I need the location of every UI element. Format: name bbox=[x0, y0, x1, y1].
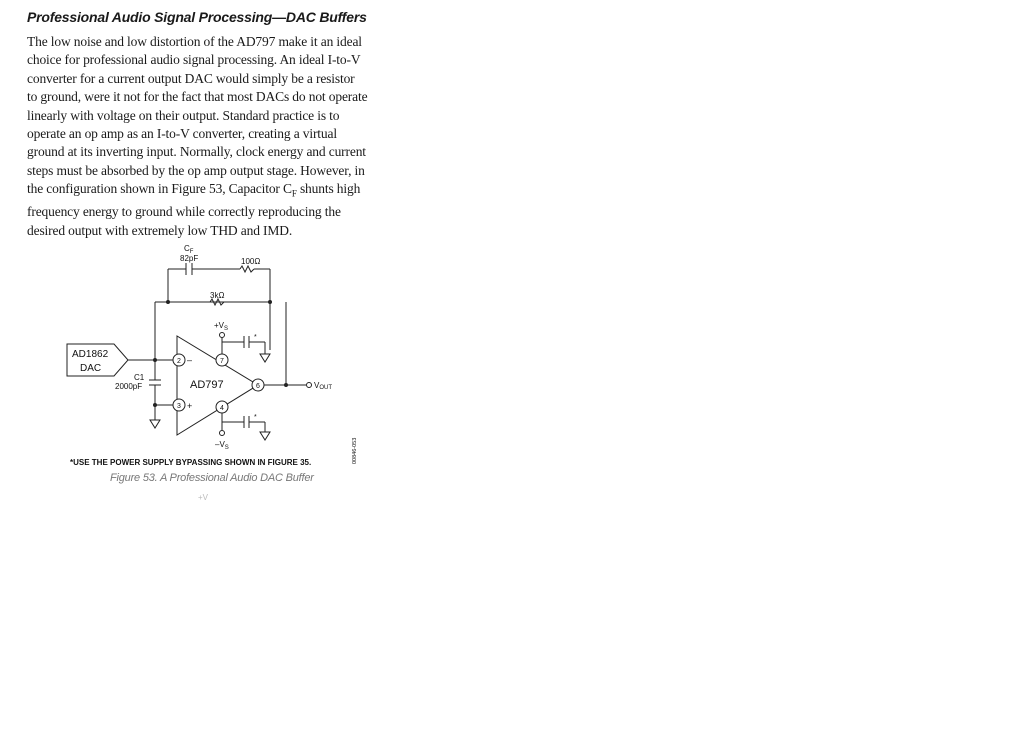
inverting-sign: – bbox=[187, 355, 193, 365]
pin-4: 4 bbox=[220, 405, 224, 412]
subscript-f: F bbox=[291, 188, 297, 199]
figure-footnote: *USE THE POWER SUPPLY BYPASSING SHOWN IN FIGURE 35. bbox=[70, 458, 312, 467]
pin-3: 3 bbox=[177, 403, 181, 410]
paragraph-line-with-subscript bbox=[27, 180, 407, 203]
r2-value: 3kΩ bbox=[210, 291, 225, 300]
paragraph-line: ground at its inverting input. Normally, clock energy and current bbox=[27, 144, 366, 160]
cf-value: 82pF bbox=[180, 254, 199, 263]
paragraph-line-start: the configuration shown in Figure 53, Capacitor C bbox=[27, 181, 292, 197]
paragraph-line: desired output with extremely low THD and IMD. bbox=[27, 222, 293, 238]
paragraph-line: choice for professional audio signal processing. An ideal I-to-V bbox=[27, 52, 361, 68]
dac-label-type: DAC bbox=[80, 363, 102, 374]
figure-caption: Figure 53. A Professional Audio DAC Buffer bbox=[110, 472, 314, 484]
opamp-label: AD797 bbox=[190, 379, 224, 391]
paragraph-line: The low noise and low distortion of the AD797 make it an ideal bbox=[27, 34, 362, 49]
c1-label: C1 bbox=[134, 373, 145, 382]
pin-6: 6 bbox=[256, 383, 260, 390]
paragraph-line: operate an op amp as an I-to-V converter, creating a virtual bbox=[27, 126, 337, 142]
paragraph-line: converter for a current output DAC would simply be a resistor bbox=[27, 70, 355, 86]
paragraph-line-end: shunts high bbox=[296, 181, 361, 197]
bypass-asterisk-bottom: * bbox=[254, 414, 257, 421]
body-paragraph bbox=[27, 33, 407, 240]
positive-supply-label: $+V_S$ bbox=[214, 321, 229, 332]
section-heading: Professional Audio Signal Processing—DAC Buffers bbox=[27, 9, 367, 25]
figure-code: 00846-053 bbox=[352, 437, 358, 464]
circuit-diagram bbox=[60, 242, 365, 470]
noninverting-sign: + bbox=[187, 401, 193, 411]
dac-label-part: AD1862 bbox=[72, 349, 109, 360]
pin-2: 2 bbox=[177, 358, 181, 365]
vout-label: VOUT bbox=[314, 381, 333, 391]
paragraph-line: frequency energy to ground while correctly reproducing the bbox=[27, 204, 341, 220]
paragraph-line: steps must be absorbed by the op amp output stage. However, in bbox=[27, 162, 365, 178]
c1-value: 2000pF bbox=[115, 382, 143, 391]
bypass-asterisk-top: * bbox=[254, 334, 257, 341]
negative-supply-label: $-V_S$ bbox=[215, 440, 229, 451]
paragraph-line: to ground, were it not for the fact that most DACs do not operate bbox=[27, 89, 368, 105]
cf-label: $C_F$ bbox=[184, 244, 194, 255]
pin-7: 7 bbox=[220, 358, 224, 365]
cutoff-label: +V bbox=[198, 493, 209, 502]
r1-value: 100Ω bbox=[241, 257, 261, 266]
paragraph-line: linearly with voltage on their output. Standard practice is to bbox=[27, 107, 340, 123]
circuit-figure bbox=[60, 242, 365, 470]
